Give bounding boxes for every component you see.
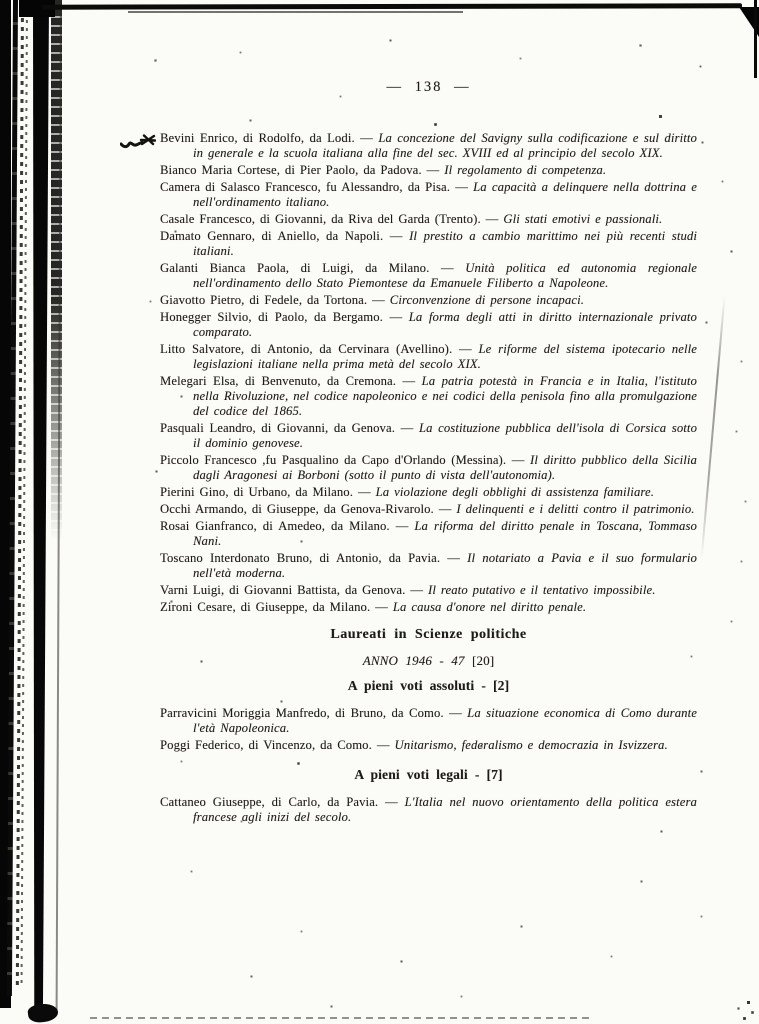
binding-stripe xyxy=(33,0,49,1014)
thesis-title: Il diritto pubblico della Sicilia dagli Aragonesi ai Borboni (sotto il punto di vista dell'autonomia). xyxy=(193,453,697,482)
thesis-title: I delinquenti e i delitti contro il patrimonio. xyxy=(456,502,695,516)
graduate-name: Zironi Cesare, di Giuseppe, da Milano. xyxy=(160,600,371,614)
graduate-entry xyxy=(160,261,697,291)
graduate-name: Pierini Gino, di Urbano, da Milano. xyxy=(160,485,354,499)
graduate-entry xyxy=(160,180,697,210)
em-dash: — xyxy=(389,310,403,324)
em-dash: — xyxy=(395,519,409,533)
thesis-title: La causa d'onore nel diritto penale. xyxy=(392,600,587,614)
em-dash: — xyxy=(438,502,452,516)
thesis-title: La capacità a delinquere nella dottrina e nell'ordinamento italiano. xyxy=(193,180,697,209)
em-dash: — xyxy=(385,795,398,809)
graduate-name: Piccolo Francesco ,fu Pasqualino da Capo d'Orlando (Messina). xyxy=(160,453,507,467)
thesis-title: La situazione economica di Como durante l'età Napoleonica. xyxy=(193,706,697,735)
graduate-entry xyxy=(160,502,697,517)
subsection-heading-absolute: A pieni voti assoluti - [2] xyxy=(347,678,510,693)
graduate-entry xyxy=(160,163,697,178)
graduate-entry xyxy=(160,293,697,308)
graduate-name: Damato Gennaro, di Aniello, da Napoli. xyxy=(160,229,384,243)
thesis-title: Il prestito a cambio marittimo nei più recenti studi italiani. xyxy=(193,229,698,258)
em-dash: — xyxy=(372,293,385,307)
graduate-name: Poggi Federico, di Vincenzo, da Como. xyxy=(160,738,372,752)
thesis-title: L'Italia nel nuovo orientamento della politica estera francese agli inizi del secolo. xyxy=(193,795,697,824)
binding-stripe xyxy=(0,0,11,1008)
graduate-entry xyxy=(160,583,697,598)
scan-corner-mark xyxy=(739,7,759,37)
graduate-name: Melegari Elsa, di Benvenuto, da Cremona. xyxy=(160,374,397,388)
binding-stripe xyxy=(7,0,18,996)
em-dash: — xyxy=(426,163,440,177)
graduate-entry xyxy=(160,453,697,483)
handwritten-check-mark-icon xyxy=(120,133,156,149)
em-dash: — xyxy=(459,342,472,356)
graduate-entry xyxy=(160,485,697,500)
em-dash: — xyxy=(410,583,424,597)
graduate-name: Honegger Silvio, di Paolo, da Bergamo. xyxy=(160,310,383,324)
em-dash: — xyxy=(389,229,403,243)
em-dash: — xyxy=(375,600,388,614)
law-graduates-list xyxy=(160,131,697,615)
thesis-title: Unitarismo, federalismo e democrazia in Isvizzera. xyxy=(394,738,668,752)
em-dash: — xyxy=(455,180,468,194)
thesis-title: La concezione del Savigny sulla codificazione e sul diritto in generale e la scuola italiana alla fine del sec. XVIII ed al principio del secolo XIX. xyxy=(193,131,697,160)
thesis-title: Il regolamento di competenza. xyxy=(444,163,607,177)
em-dash: — xyxy=(447,551,461,565)
scan-noise xyxy=(0,0,1,1)
year-heading xyxy=(160,653,697,668)
graduate-name: Giavotto Pietro, di Fedele, da Tortona. xyxy=(160,293,368,307)
graduate-entry xyxy=(160,212,697,227)
graduate-entry xyxy=(160,738,697,753)
graduate-entry xyxy=(160,551,697,581)
graduate-entry xyxy=(160,706,697,736)
graduate-entry xyxy=(160,421,697,451)
politics-legal-list xyxy=(160,795,697,825)
em-dash: — xyxy=(449,706,462,720)
binding-texture xyxy=(21,4,28,984)
thesis-title: La patria potestà in Francia e in Italia, l'istituto nella Rivoluzione, nel codice napoleonico e nei codici della penisola fino alla promulgazione del codice del 1865. xyxy=(193,374,697,418)
em-dash: — xyxy=(511,453,525,467)
graduate-entry xyxy=(160,519,697,549)
graduate-name: Parravicini Moriggia Manfredo, di Bruno, da Como. xyxy=(160,706,444,720)
thesis-title: Gli stati emotivi e passionali. xyxy=(503,212,663,226)
graduate-name: Galanti Bianca Paola, di Luigi, da Milano. xyxy=(160,261,430,275)
thesis-title: La costituzione pubblica dell'isola di Corsica sotto il dominio genovese. xyxy=(193,421,698,450)
year-count: [20] xyxy=(472,653,495,668)
graduate-name: Toscano Interdonato Bruno, di Antonio, da Pavia. xyxy=(160,551,441,565)
graduate-entry xyxy=(160,600,697,615)
graduate-entry xyxy=(160,131,697,161)
graduate-entry xyxy=(160,374,697,419)
scan-ink-blot xyxy=(27,1002,59,1024)
binding-texture xyxy=(16,0,24,988)
graduate-name: Cattaneo Giuseppe, di Carlo, da Pavia. xyxy=(160,795,379,809)
politics-absolute-list xyxy=(160,706,697,753)
em-dash: — xyxy=(402,374,416,388)
graduate-name: Bianco Maria Cortese, di Pier Paolo, da Padova. xyxy=(160,163,422,177)
page-top-edge-line xyxy=(42,3,742,9)
graduate-entry xyxy=(160,795,697,825)
thesis-title: Circonvenzione di persone incapaci. xyxy=(389,293,585,307)
graduate-entry xyxy=(160,342,697,372)
graduate-name: Bevini Enrico, di Rodolfo, da Lodi. xyxy=(160,131,355,145)
em-dash: — xyxy=(400,421,414,435)
thesis-title: Le riforme del sistema ipotecario nelle legislazioni italiane nella prima metà del secolo XIX. xyxy=(193,342,698,371)
graduate-name: Varni Luigi, di Giovanni Battista, da Genova. xyxy=(160,583,406,597)
em-dash: — xyxy=(485,212,499,226)
scan-scratch xyxy=(700,295,725,559)
page-top-edge-line xyxy=(128,11,463,13)
year-text: ANNO 1946 - 47 xyxy=(362,653,465,668)
scan-corner-mark xyxy=(19,0,55,17)
graduate-name: Rosai Gianfranco, di Amedeo, da Milano. xyxy=(160,519,390,533)
thesis-title: La riforma del diritto penale in Toscana, Tommaso Nani. xyxy=(193,519,697,548)
page-edge-line xyxy=(56,0,62,1010)
graduate-name: Occhi Armando, di Giuseppe, da Genova-Rivarolo. xyxy=(160,502,434,516)
em-dash: — xyxy=(376,738,390,752)
em-dash: — xyxy=(360,131,373,145)
page-bottom-edge-line xyxy=(90,1017,590,1019)
graduate-name: Litto Salvatore, di Antonio, da Cervinara (Avellino). xyxy=(160,342,453,356)
em-dash: — xyxy=(440,261,454,275)
thesis-title: Il reato putativo e il tentativo impossibile. xyxy=(428,583,656,597)
em-dash: — xyxy=(357,485,371,499)
thesis-title: Il notariato a Pavia e il suo formulario nell'età moderna. xyxy=(193,551,697,580)
graduate-name: Camera di Salasco Francesco, fu Alessandro, da Pisa. xyxy=(160,180,451,194)
binding-shadow xyxy=(51,0,62,540)
page-content xyxy=(160,80,697,827)
section-heading: Laureati in Scienze politiche xyxy=(330,627,527,642)
graduate-name: Casale Francesco, di Giovanni, da Riva del Garda (Trento). xyxy=(160,212,481,226)
page-number: — 138 — xyxy=(386,79,471,95)
subsection-heading-legal: A pieni voti legali - [7] xyxy=(354,767,503,782)
thesis-title: Unità politica ed autonomia regionale nell'ordinamento dello Stato Piemontese da Emanuele Filiberto a Napoleone. xyxy=(193,261,697,290)
page-right-edge-line xyxy=(754,0,757,78)
graduate-entry xyxy=(160,229,697,259)
thesis-title: La forma degli atti in diritto internazionale privato comparato. xyxy=(193,310,697,339)
graduate-entry xyxy=(160,310,697,340)
thesis-title: La violazione degli obblighi di assistenza familiare. xyxy=(375,485,655,499)
graduate-name: Pasquali Leandro, di Giovanni, da Genova. xyxy=(160,421,396,435)
